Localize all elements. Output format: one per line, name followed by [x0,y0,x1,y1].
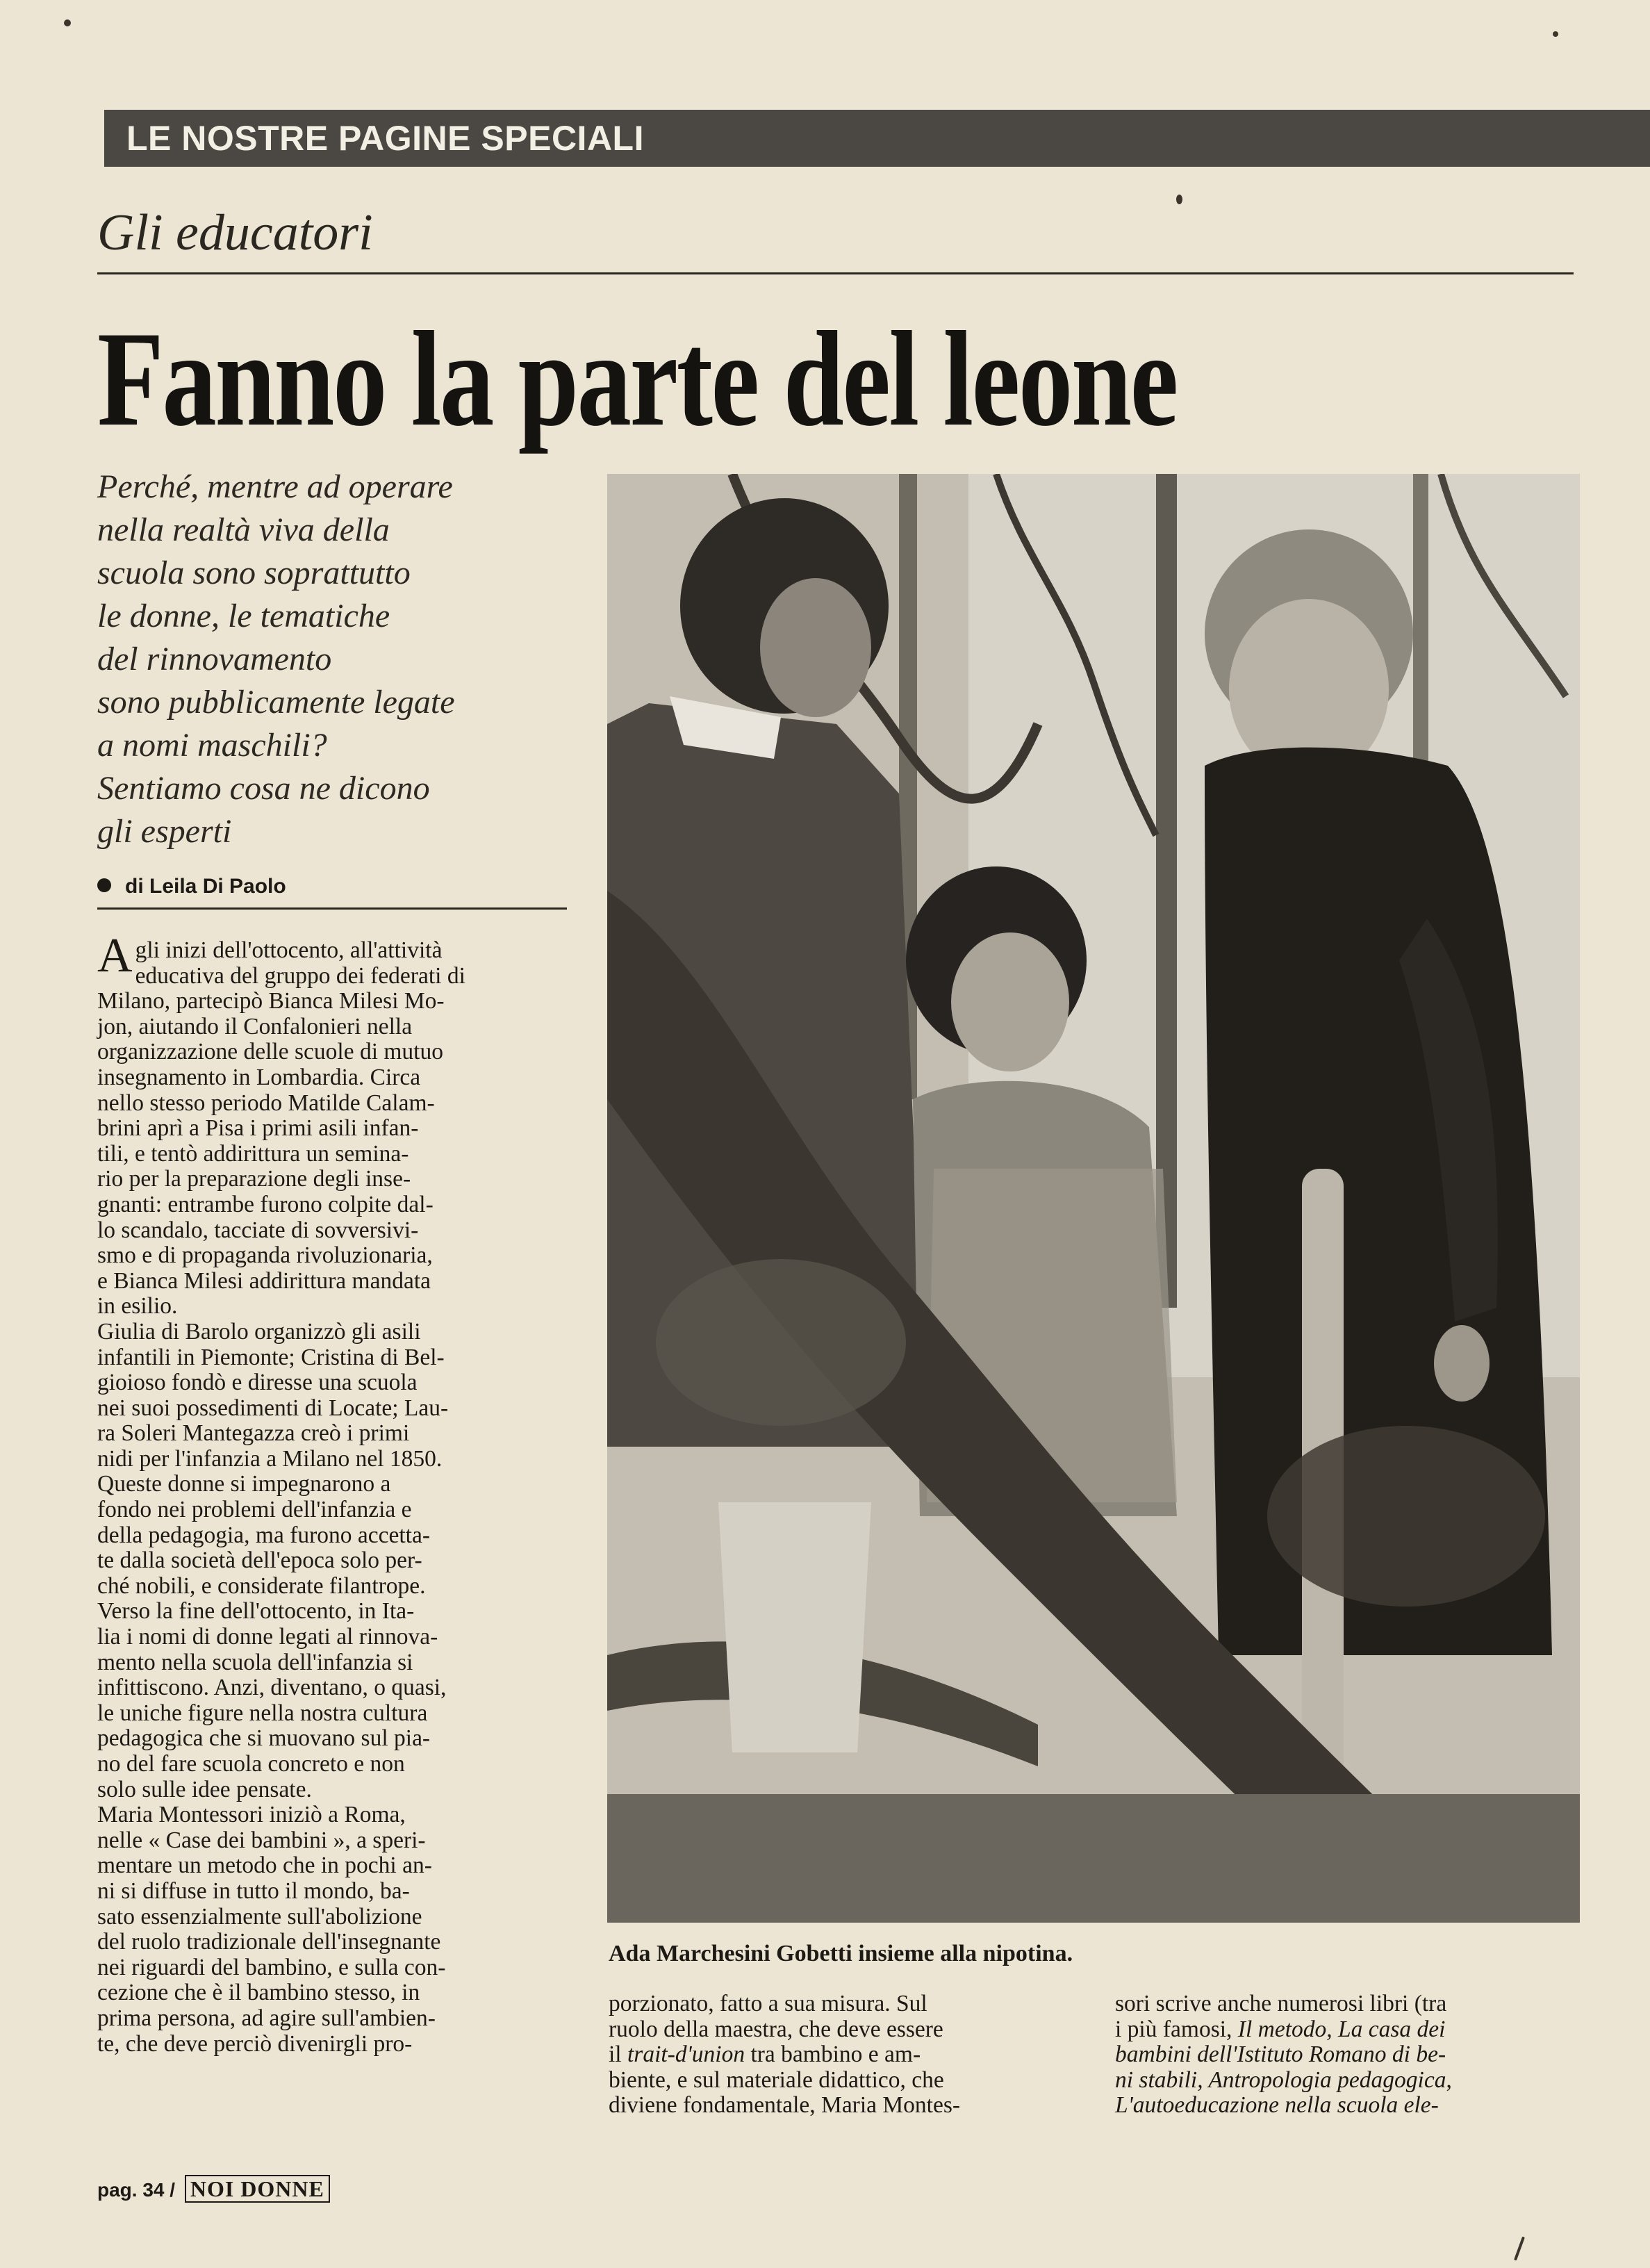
article-line: ruolo della maestra, che deve essere [609,2016,943,2042]
article-line: educativa del gruppo dei federati di [135,962,465,989]
bullet-icon [97,878,111,892]
article-line: nei suoi possedimenti di Locate; Lau- [97,1395,449,1421]
article-line: te dalla società dell'epoca solo per- [97,1547,422,1574]
article-line: solo sulle idee pensate. [97,1776,312,1802]
article-line: in esilio. [97,1293,178,1320]
article-line: lia i nomi di donne legati al rinnova- [97,1624,438,1650]
page-number: pag. 34 [97,2179,165,2201]
print-speck [1176,195,1182,204]
article-column-1 [97,929,577,2057]
article-line: bambini dell'Istituto Romano di be- [1115,2041,1446,2068]
article-line: diviene fondamentale, Maria Montes- [609,2092,961,2119]
drop-cap: A [97,929,133,983]
article-line: della pedagogia, ma furono accetta- [97,1522,430,1548]
standfirst-line: a nomi maschili? [97,727,327,764]
article-line: ra Soleri Mantegazza creò i primi [97,1420,410,1447]
article-line: del ruolo tradizionale dell'insegnante [97,1929,441,1955]
article-lines [97,964,577,2057]
photo-caption: Ada Marchesini Gobetti insieme alla nipotina. [609,1941,1073,1966]
byline-text: di Leila Di Paolo [125,875,286,898]
article-line: gnanti: entrambe furono colpite dal- [97,1191,434,1217]
article-line: Giulia di Barolo organizzò gli asili [97,1318,421,1345]
section-kicker: Gli educatori [97,204,373,261]
standfirst [97,466,570,853]
kicker-rule [97,272,1574,274]
standfirst-line: scuola sono soprattutto [97,554,411,591]
article-line: Queste donne si impegnarono a [97,1471,391,1497]
byline [97,873,570,901]
article-line: il trait-d'union tra bambino e am- [609,2041,921,2068]
article-line: rio per la preparazione degli inse- [97,1166,411,1192]
page-footer [97,2175,330,2204]
article-line: fondo nei problemi dell'infanzia e [97,1497,412,1523]
standfirst-line: sono pubblicamente legate [97,684,455,721]
article-line: organizzazione delle scuole di mutuo [97,1039,443,1065]
article-line: tili, e tentò addirittura un semina- [97,1140,409,1167]
article-line: cezione che è il bambino stesso, in [97,1980,420,2006]
print-speck [1553,31,1558,37]
standfirst-line: del rinnovamento [97,641,332,677]
article-line: Milano, partecipò Bianca Milesi Mo- [97,988,445,1014]
article-line: nidi per l'infanzia a Milano nel 1850. [97,1445,443,1472]
article-line: te, che deve perciò divenirgli pro- [97,2030,413,2057]
article-line: mentare un metodo che in pochi an- [97,1852,432,1879]
article-line: biente, e sul materiale didattico, che [609,2066,944,2093]
section-banner: LE NOSTRE PAGINE SPECIALI [104,110,1650,167]
article-column-2 [609,1991,1088,2119]
article-line: pedagogica che si muovano sul pia- [97,1725,431,1752]
standfirst-line: le donne, le tematiche [97,598,390,634]
article-line: Maria Montessori iniziò a Roma, [97,1802,406,1828]
photo-illustration [607,474,1580,1923]
article-line: e Bianca Milesi addirittura mandata [97,1267,431,1294]
print-speck [64,19,71,26]
article-line: ché nobili, e considerate filantrope. [97,1572,426,1599]
article-line: gioioso fondò e diresse una scuola [97,1370,418,1396]
article-line: sato essenzialmente sull'abolizione [97,1903,422,1930]
article-line: i più famosi, Il metodo, La casa dei [1115,2016,1446,2042]
article-line: jon, aiutando il Confalonieri nella [97,1013,413,1040]
article-column-3 [1115,1991,1594,2119]
standfirst-line: Sentiamo cosa ne dicono [97,770,430,807]
byline-rule [97,907,567,910]
article-line: nelle « Case dei bambini », a speri- [97,1827,426,1853]
article-line: smo e di propaganda rivoluzionaria, [97,1242,433,1269]
article-line: Verso la fine dell'ottocento, in Ita- [97,1598,415,1625]
article-line: no del fare scuola concreto e non [97,1751,405,1777]
article-line: le uniche figure nella nostra cultura [97,1700,428,1726]
print-speck [1514,2236,1525,2260]
article-line: infittiscono. Anzi, diventano, o quasi, [97,1675,447,1701]
article-line: nello stesso periodo Matilde Calam- [97,1090,435,1116]
standfirst-line: Perché, mentre ad operare [97,468,453,505]
article-line: insegnamento in Lombardia. Circa [97,1064,421,1090]
standfirst-line: nella realtà viva della [97,511,390,548]
headline: Fanno la parte del leone [97,304,1177,454]
article-line: L'autoeducazione nella scuola ele- [1115,2092,1439,2119]
article-line: porzionato, fatto a sua misura. Sul [609,1991,927,2016]
article-line: brini aprì a Pisa i primi asili infan- [97,1115,419,1142]
article-line: ni stabili, Antropologia pedagogica, [1115,2066,1452,2093]
article-line: ni si diffuse in tutto il mondo, ba- [97,1877,410,1904]
article-line: lo scandalo, tacciate di sovversivi- [97,1217,419,1243]
article-photo [607,474,1580,1923]
standfirst-line: gli esperti [97,813,232,850]
article-line: gli inizi dell'ottocento, all'attività [135,937,443,963]
article-line: prima persona, ad agire sull'ambien- [97,2005,436,2031]
article-line: infantili in Piemonte; Cristina di Bel- [97,1344,445,1370]
article-line: nei riguardi del bambino, e sulla con- [97,1954,446,1980]
magazine-logo: NOI DONNE [185,2175,330,2203]
footer-separator: / [170,2179,176,2201]
article-line: sori scrive anche numerosi libri (tra [1115,1991,1447,2016]
article-line: mento nella scuola dell'infanzia si [97,1649,413,1675]
